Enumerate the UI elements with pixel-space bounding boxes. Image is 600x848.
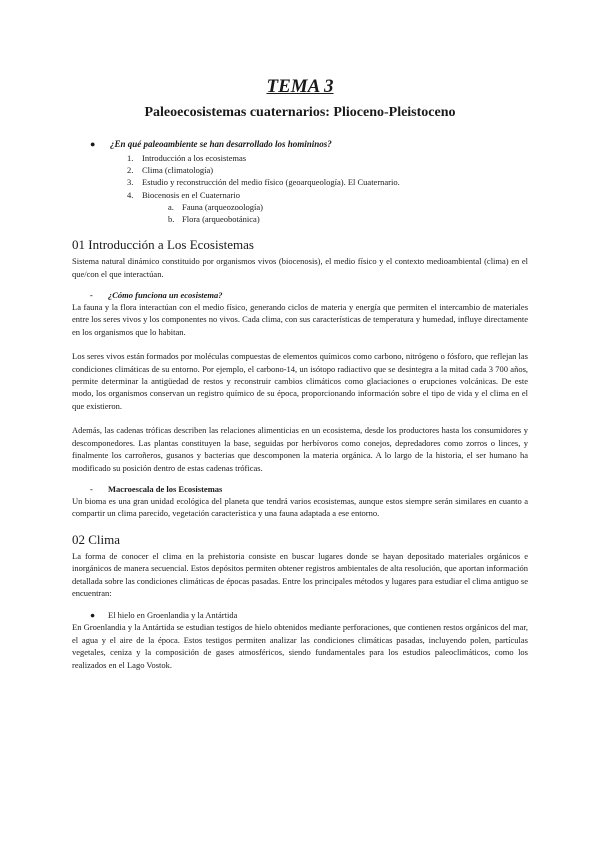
dash-icon: - <box>90 483 93 494</box>
page-title: TEMA 3 <box>266 76 334 97</box>
page-subtitle: Paleoecosistemas cuaternarios: Plioceno-Pleistoceno <box>144 105 456 120</box>
dash-icon: - <box>90 290 93 301</box>
toc-item: 3. Estudio y reconstrucción del medio físico (geoarqueología). El Cuaternario. <box>127 177 400 188</box>
paragraph: La fauna y la flora interactúan con el medio físico, generando ciclos de materia y energía que permiten el intercambio de materiales entre los seres vivos y los componentes no vivos. Cada clima, con sus características de temperatura y humedad, influye directamente en los organismos que lo habitan. <box>72 302 528 337</box>
bullet-icon: ● <box>90 610 96 621</box>
index-question-text: ¿En qué paleoambiente se han desarrollado los homininos? <box>110 139 332 149</box>
paragraph: Además, las cadenas tróficas describen las relaciones alimenticias en un ecosistema, desde los productores hasta los consumidores y descomponedores. Las plantas constituyen la base, seguidas por herbívoros como conejos, depredadores como zorros o linces, y finalmente los carroñeros, gusanos y bacterias que descomponen la materia orgánica. A lo largo de la historia, el ser humano ha modificado su posición dentro de estas cadenas tróficas. <box>72 425 528 473</box>
bullet-item-ice: ● El hielo en Groenlandia y la Antártida <box>90 610 238 621</box>
toc-item: 4. Biocenosis en el Cuaternario <box>127 189 240 200</box>
paragraph: Sistema natural dinámico constituido por organismos vivos (biocenosis), el medio físico y el contexto medioambiental (clima) en el que/con el que interactúan. <box>72 256 528 279</box>
toc-item: 2. Clima (climatología) <box>127 165 214 176</box>
paragraph: Los seres vivos están formados por moléculas compuestas de elementos químicos como carbono, nitrógeno o fósforo, que reflejan las condiciones climáticas de su entorno. Por ejemplo, el carbono-14, un isótopo radiactivo que se desintegra a la mitad cada 3 700 años, permite determinar la antigüedad de restos y reconstruir cambios climáticos como glaciaciones o erupciones volcánicas. De este modo, los organismos conservan un registro químico de su época, proporcionando información sobre el tipo de vida y el clima en el que existieron. <box>72 351 528 411</box>
subheading-macroscale: - Macroescala de los Ecosistemas <box>90 483 223 494</box>
paragraph: Un bioma es una gran unidad ecológica del planeta que tendrá varios ecosistemas, aunque estos siempre serán similares en cuanto a compartir un clima parecido, vegetación característica y una fauna adaptada a ese entorno. <box>72 495 528 519</box>
toc-subitem: a. Fauna (arqueozoología) <box>168 201 263 212</box>
index-question <box>72 138 528 150</box>
section-heading-introduction: 01 Introducción a Los Ecosistemas <box>72 237 254 253</box>
section-heading-climate: 02 Clima <box>72 531 121 547</box>
toc-item: 1. Introducción a los ecosistemas <box>127 153 247 163</box>
bullet-icon: ● <box>90 139 96 149</box>
toc-subitem: b. Flora (arqueobotánica) <box>168 214 260 225</box>
paragraph: La forma de conocer el clima en la prehistoria consiste en buscar lugares donde se hayan depositado materiales orgánicos e inorgánicos de manera secuencial. Estos depósitos permiten obtener registros ambientales de alta resolución, que aportan información detallada sobre las condiciones climáticas de épocas pasadas. Entre los principales métodos y lugares para estudiar el clima antiguo se encuentran: <box>72 550 529 598</box>
table-of-contents <box>72 152 528 225</box>
paragraph: En Groenlandia y la Antártida se estudian testigos de hielo obtenidos mediante perforaciones, que contienen restos orgánicos del mar, el agua y el aire de la época. Estos testigos permiten analizar las condiciones climáticas pasadas, incluyendo polen, partículas vegetales, ceniza y la composición de gases atmosféricos, siendo fundamentales para los estudios paleoclimáticos, como los realizados en el Lago Vostok. <box>72 622 528 670</box>
document-page <box>72 70 528 671</box>
subheading-how-ecosystem-works: - ¿Cómo funciona un ecosistema? <box>90 290 223 301</box>
